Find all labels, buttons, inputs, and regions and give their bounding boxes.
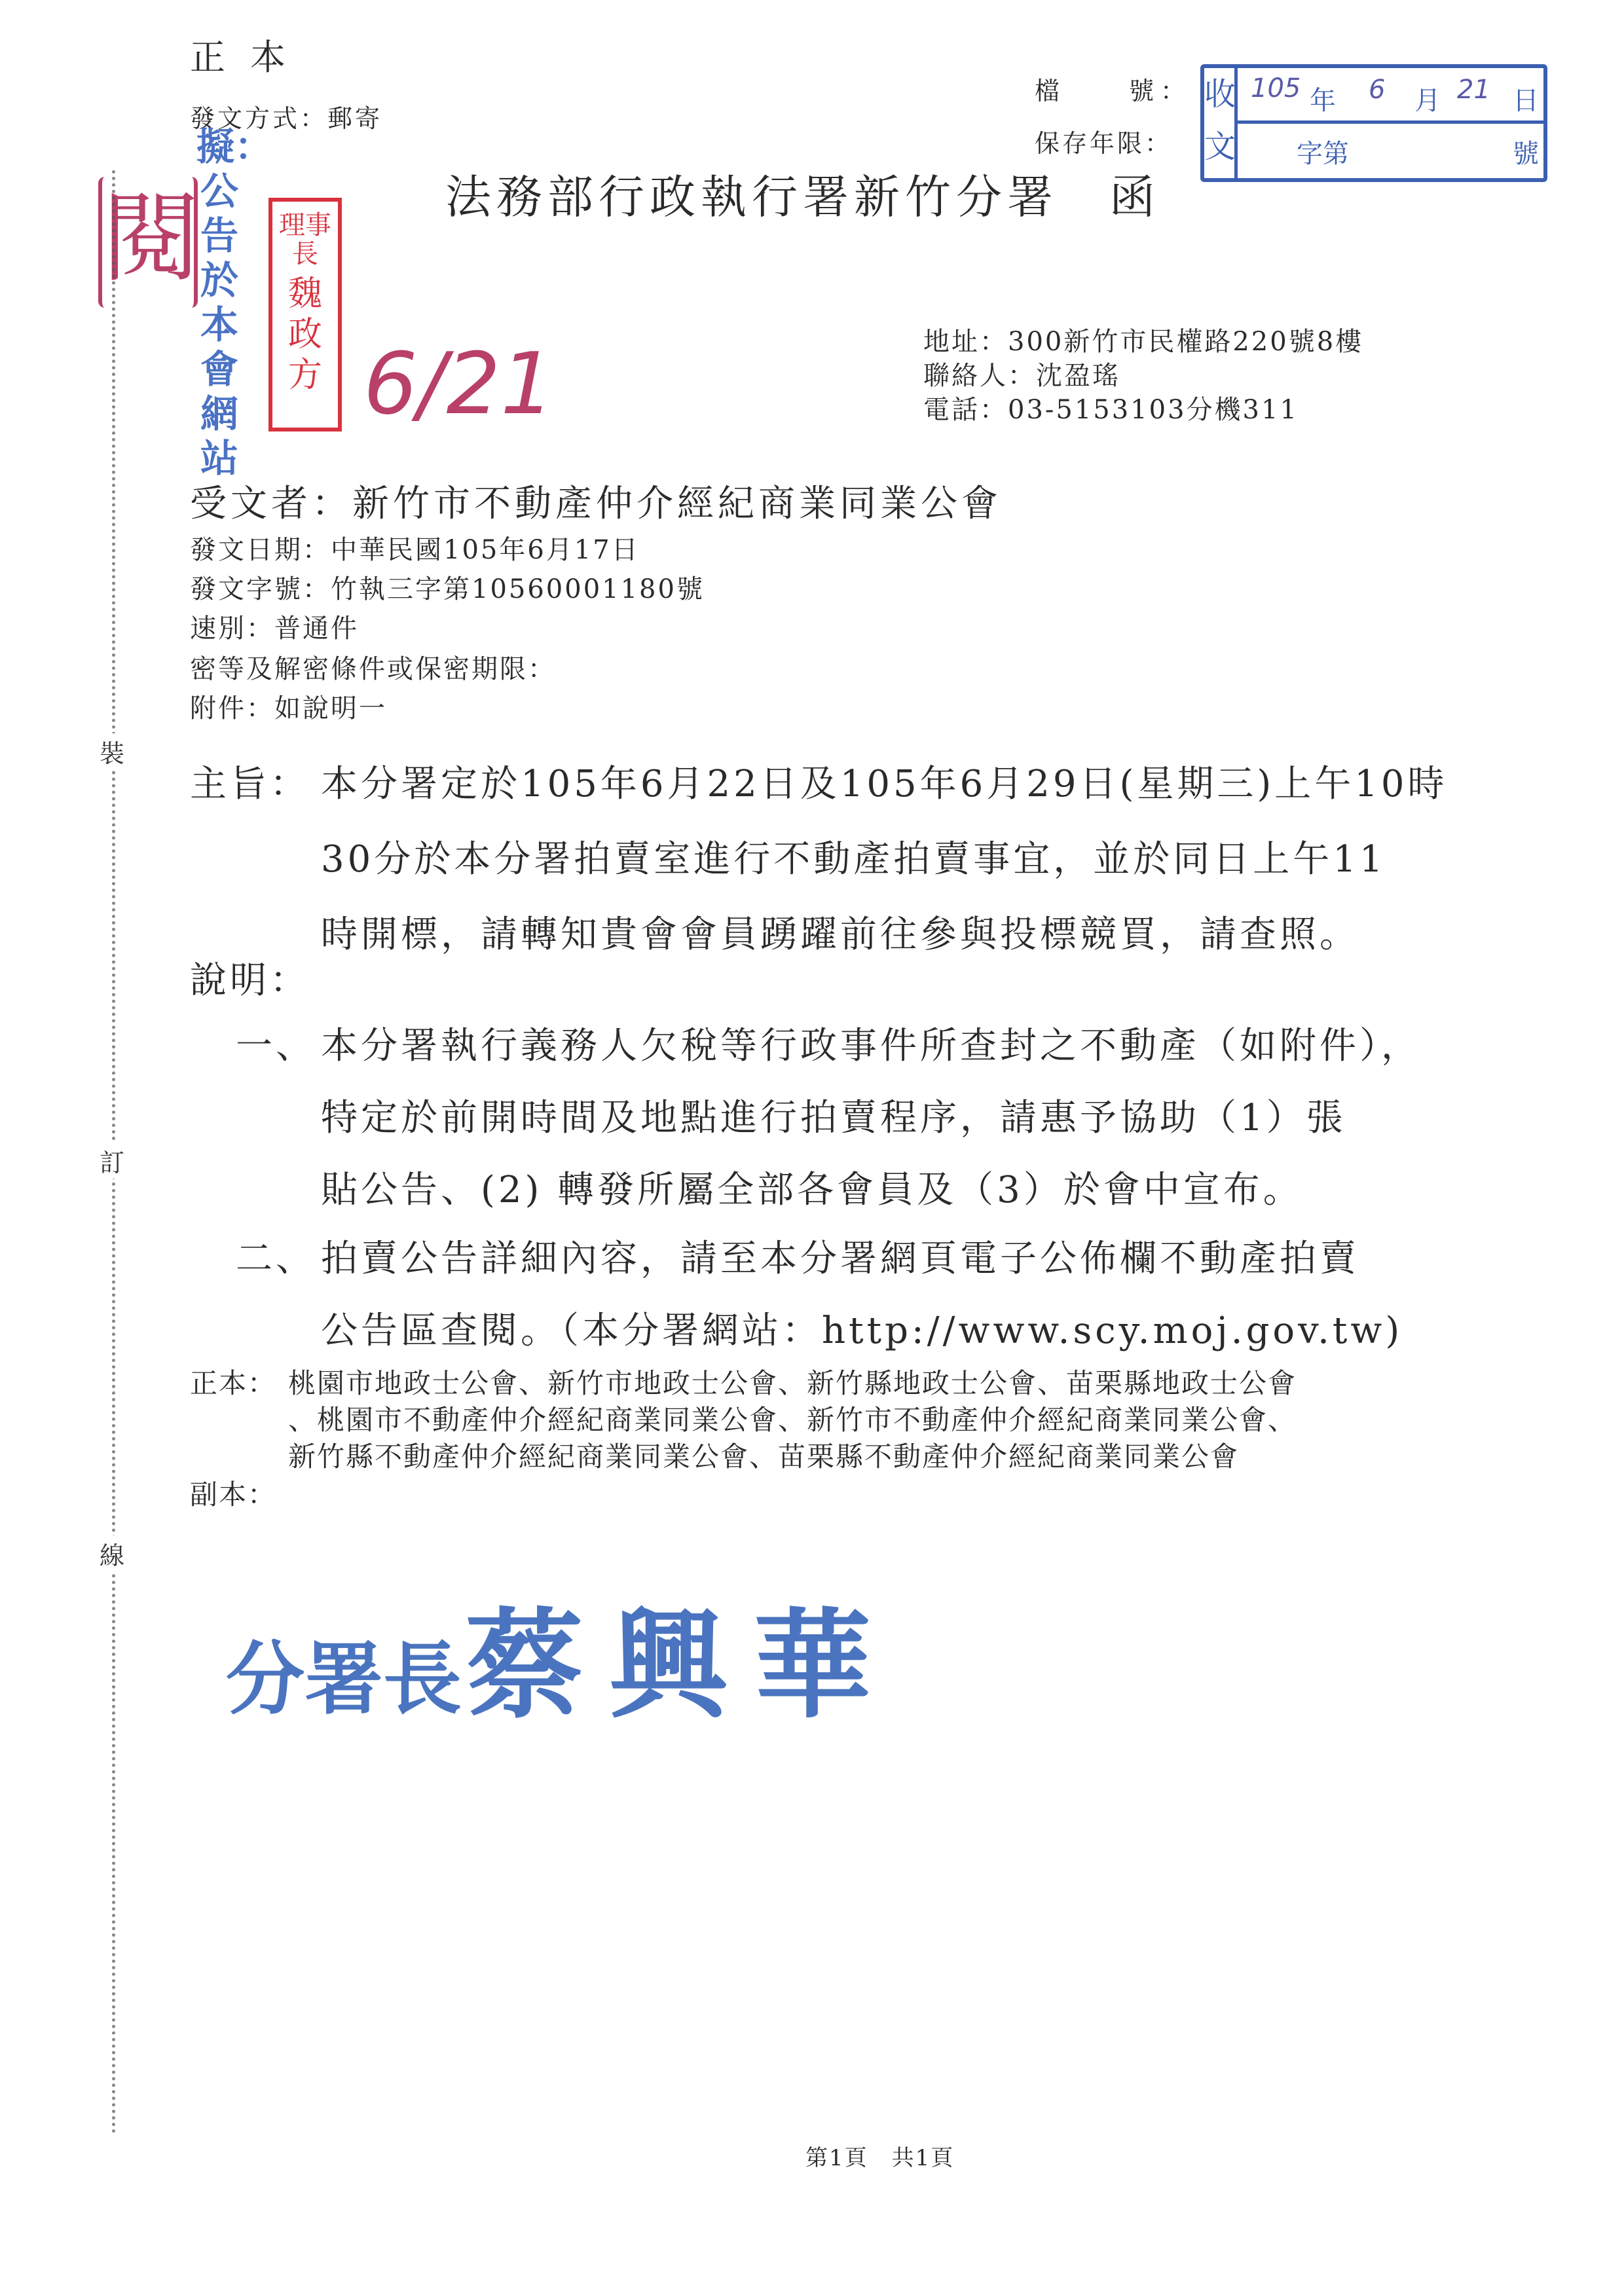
subject-line-2: 30分於本分署拍賣室進行不動產拍賣事宜，並於同日上午11 [321, 838, 1386, 881]
chairman-name: 魏政方 [287, 274, 322, 395]
subject-line-3: 時開標，請轉知貴會會員踴躍前往參與投標競買，請查照。 [321, 913, 1359, 956]
page-number: 第1頁 共1頁 [805, 2145, 955, 2171]
document-number: 發文字號：竹執三字第10560001180號 [190, 574, 705, 604]
handwritten-read-mark: 閱 [98, 177, 198, 308]
received-month: 6 [1369, 75, 1386, 105]
explanation-item-1-line-1: 本分署執行義務人欠稅等行政事件所查封之不動產（如附件）， [321, 1025, 1421, 1067]
received-year-unit: 年 [1310, 86, 1336, 116]
received-day: 21 [1457, 75, 1490, 105]
received-month-unit: 月 [1414, 86, 1441, 116]
signature-name: 蔡興華 [465, 1596, 898, 1735]
subject-line-1: 本分署定於105年6月22日及105年6月29日(星期三)上午10時 [321, 763, 1448, 805]
received-day-unit: 日 [1513, 86, 1539, 116]
document-title: 法務部行政執行署新竹分署 函 [445, 170, 1160, 224]
delivery-method: 發文方式：郵寄 [190, 104, 383, 133]
sender-phone: 電話：03-5153103分機311 [923, 395, 1299, 425]
retention-label: 保存年限： [1035, 129, 1173, 158]
chairman-stamp [268, 198, 342, 431]
binding-mark-2: 訂 [100, 1143, 124, 1179]
received-year: 105 [1251, 73, 1301, 103]
explanation-item-2-line-1: 拍賣公告詳細內容，請至本分署網頁電子公佈欄不動產拍賣 [321, 1238, 1359, 1280]
original-recipients-line-3: 新竹縣不動產仲介經紀商業同業公會、苗栗縣不動產仲介經紀商業同業公會 [288, 1441, 1240, 1473]
copy-type: 正本 [190, 37, 310, 78]
binding-mark-1: 裝 [100, 733, 124, 769]
original-recipients-line-2: 、桃園市不動產仲介經紀商業同業公會、新竹市不動產仲介經紀商業同業公會、 [288, 1404, 1297, 1436]
priority: 速別：普通件 [190, 614, 359, 644]
explanation-item-2-line-2: 公告區查閱。（本分署網站：http://www.scy.moj.gov.tw) [321, 1310, 1403, 1352]
signature-stamp [226, 1571, 898, 1740]
recipient: 受文者：新竹市不動產仲介經紀商業同業公會 [190, 483, 1002, 525]
file-number-label: 檔 號： [1035, 77, 1192, 105]
issue-date: 發文日期：中華民國105年6月17日 [190, 535, 640, 565]
original-recipients-label: 正本： [190, 1367, 277, 1399]
received-word-label: 字第 [1297, 139, 1349, 169]
blue-instruction-stamp: 擬：公告於本會網站 [196, 124, 273, 481]
chairman-title: 理事長 [279, 210, 331, 269]
sender-address: 地址：300新竹市民權路220號8樓 [923, 327, 1364, 357]
signature-title: 分署長 [226, 1633, 462, 1725]
classification: 密等及解密條件或保密期限： [190, 654, 556, 684]
original-recipients-line-1: 桃園市地政士公會、新竹市地政士公會、新竹縣地政士公會、苗栗縣地政士公會 [288, 1367, 1297, 1399]
received-stamp-top-label: 收 [1204, 76, 1236, 113]
received-stamp-bottom-label: 文 [1204, 128, 1236, 165]
explanation-item-1-line-2: 特定於前開時間及地點進行拍賣程序，請惠予協助（1）張 [321, 1097, 1346, 1139]
explanation-item-2-number: 二、 [236, 1238, 316, 1280]
received-number-row [1238, 124, 1543, 175]
binding-mark-3: 線 [100, 1535, 124, 1571]
received-number-label: 號 [1513, 139, 1539, 169]
received-date-row [1238, 68, 1543, 124]
explanation-label: 說明： [190, 959, 310, 1002]
attachment: 附件：如說明一 [190, 693, 387, 724]
received-stamp [1200, 64, 1547, 182]
copy-recipients-label: 副本： [190, 1478, 277, 1511]
explanation-item-1-line-3: 貼公告、(2) 轉發所屬全部各會員及（3）於會中宣布。 [321, 1169, 1303, 1211]
subject-label: 主旨： [190, 763, 310, 805]
handwritten-date: 6/21 [363, 334, 555, 433]
sender-contact-person: 聯絡人：沈盈瑤 [923, 361, 1120, 391]
explanation-item-1-number: 一、 [236, 1025, 316, 1067]
